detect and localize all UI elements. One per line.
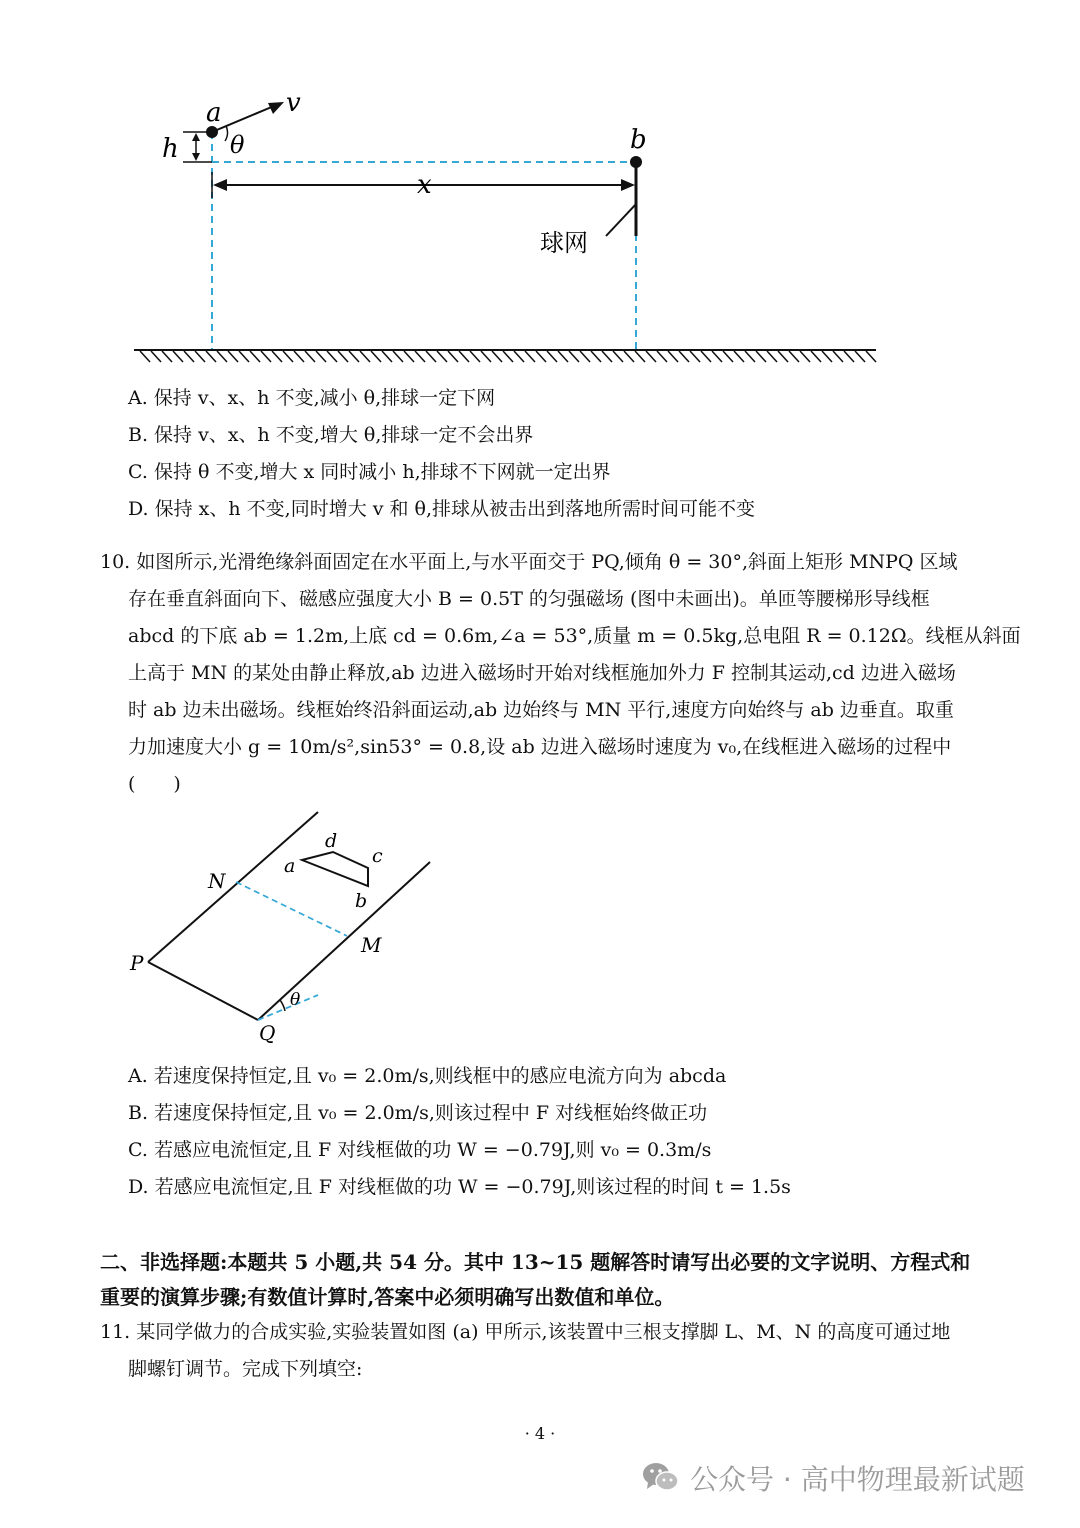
hatch-mark xyxy=(646,351,656,362)
hatch-mark xyxy=(569,351,579,362)
q10-option-b: B. 若速度保持恒定,且 v₀ = 2.0m/s,则该过程中 F 对线框始终做正功 xyxy=(128,1102,708,1124)
q11-line-2: 脚螺钉调节。完成下列填空: xyxy=(128,1358,363,1380)
h-arrow-down xyxy=(192,153,200,161)
hatch-mark xyxy=(514,351,524,362)
hatch-mark xyxy=(855,351,865,362)
label-P: P xyxy=(130,951,144,975)
hatch-mark xyxy=(558,351,568,362)
hatch-mark xyxy=(151,351,161,362)
hatch-mark xyxy=(426,351,436,362)
label-x: x xyxy=(417,170,432,200)
hatch-mark xyxy=(206,351,216,362)
hatch-mark xyxy=(250,351,260,362)
hatch-mark xyxy=(745,351,755,362)
q9-option-d: D. 保持 x、h 不变,同时增大 v 和 θ,排球从被击出到落地所需时间可能不变 xyxy=(128,498,756,520)
hatch-mark xyxy=(162,351,172,362)
page-number: · 4 · xyxy=(524,1424,556,1443)
label-M: M xyxy=(361,933,382,957)
hatch-mark xyxy=(338,351,348,362)
hatch-mark xyxy=(184,351,194,362)
hatch-mark xyxy=(690,351,700,362)
q9-option-b: B. 保持 v、x、h 不变,增大 θ,排球一定不会出界 xyxy=(128,424,534,446)
hatch-mark xyxy=(261,351,271,362)
q10-line-3: abcd 的下底 ab = 1.2m,上底 cd = 0.6m,∠a = 53°,质量 m = 0.5kg,总电阻 R = 0.12Ω。线框从斜面 xyxy=(128,625,1021,647)
label-a-frame: a xyxy=(284,855,296,877)
velocity-arrowhead xyxy=(268,102,284,114)
q10-option-a: A. 若速度保持恒定,且 v₀ = 2.0m/s,则线框中的感应电流方向为 abcda xyxy=(128,1065,727,1087)
label-theta: θ xyxy=(230,131,245,159)
section-2-heading-line-1: 二、非选择题:本题共 5 小题,共 54 分。其中 13~15 题解答时请写出必要的文字说明、方程式和 xyxy=(100,1250,971,1274)
volleyball-figure xyxy=(0,0,1080,380)
label-Q: Q xyxy=(259,1021,276,1045)
x-arrow-right xyxy=(621,179,635,191)
label-d-frame: d xyxy=(325,830,338,852)
hatch-mark xyxy=(778,351,788,362)
hatch-mark xyxy=(811,351,821,362)
hatch-mark xyxy=(756,351,766,362)
hatch-mark xyxy=(734,351,744,362)
hatch-mark xyxy=(316,351,326,362)
ground-hatching xyxy=(140,351,876,362)
hatch-mark xyxy=(294,351,304,362)
hatch-mark xyxy=(393,351,403,362)
hatch-mark xyxy=(492,351,502,362)
theta-arc-incline xyxy=(280,1000,285,1011)
hatch-mark xyxy=(789,351,799,362)
hatch-mark xyxy=(239,351,249,362)
hatch-mark xyxy=(525,351,535,362)
hatch-mark xyxy=(613,351,623,362)
hatch-mark xyxy=(657,351,667,362)
q11-line-1: 11. 某同学做力的合成实验,实验装置如图 (a) 甲所示,该装置中三根支撑脚 L、M、N 的高度可通过地 xyxy=(100,1321,951,1343)
label-N: N xyxy=(208,869,226,893)
hatch-mark xyxy=(305,351,315,362)
q10-line-2: 存在垂直斜面向下、磁感应强度大小 B = 0.5T 的匀强磁场 (图中未画出)。单匝等腰梯形导线框 xyxy=(128,588,930,610)
incline-edge-pq xyxy=(148,962,258,1020)
q10-line-6: 力加速度大小 g = 10m/s²,sin53° = 0.8,设 ab 边进入磁场时速度为 v₀,在线框进入磁场的过程中 xyxy=(128,736,952,758)
wechat-icon xyxy=(642,1461,680,1495)
hatch-mark xyxy=(767,351,777,362)
hatch-mark xyxy=(701,351,711,362)
incline-edge-qm xyxy=(258,862,430,1020)
hatch-mark xyxy=(228,351,238,362)
q9-option-a: A. 保持 v、x、h 不变,减小 θ,排球一定下网 xyxy=(128,387,496,409)
q10-option-c: C. 若感应电流恒定,且 F 对线框做的功 W = −0.79J,则 v₀ = 0.3m/s xyxy=(128,1139,712,1161)
hatch-mark xyxy=(800,351,810,362)
hatch-mark xyxy=(844,351,854,362)
hatch-mark xyxy=(679,351,689,362)
hatch-mark xyxy=(371,351,381,362)
watermark xyxy=(642,1456,1025,1500)
hatch-mark xyxy=(481,351,491,362)
hatch-mark xyxy=(866,351,876,362)
hatch-mark xyxy=(536,351,546,362)
hatch-mark xyxy=(415,351,425,362)
hatch-mark xyxy=(459,351,469,362)
horizontal-reference-dashed xyxy=(258,995,318,1020)
label-v: v xyxy=(286,88,301,118)
section-2-heading-line-2: 重要的演算步骤;有数值计算时,答案中必须明确写出数值和单位。 xyxy=(100,1285,675,1309)
hatch-mark xyxy=(437,351,447,362)
x-arrow-left xyxy=(213,179,227,191)
q10-option-d: D. 若感应电流恒定,且 F 对线框做的功 W = −0.79J,则该过程的时间 t = 1.5s xyxy=(128,1176,791,1198)
hatch-mark xyxy=(217,351,227,362)
hatch-mark xyxy=(382,351,392,362)
q10-line-5: 时 ab 边未出磁场。线框始终沿斜面运动,ab 边始终与 MN 平行,速度方向始终与 ab 边垂直。取重 xyxy=(128,699,954,721)
hatch-mark xyxy=(448,351,458,362)
hatch-mark xyxy=(470,351,480,362)
hatch-mark xyxy=(580,351,590,362)
q10-line-4: 上高于 MN 的某处由静止释放,ab 边进入磁场时开始对线框施加外力 F 控制其运动,cd 边进入磁场 xyxy=(128,662,956,684)
q10-line-1: 10. 如图所示,光滑绝缘斜面固定在水平面上,与水平面交于 PQ,倾角 θ = 30°,斜面上矩形 MNPQ 区域 xyxy=(100,551,958,573)
label-b: b xyxy=(630,125,647,155)
label-h: h xyxy=(162,134,179,164)
label-a: a xyxy=(206,98,222,128)
hatch-mark xyxy=(833,351,843,362)
h-arrow-up xyxy=(192,133,200,141)
hatch-mark xyxy=(547,351,557,362)
hatch-mark xyxy=(668,351,678,362)
label-net: 球网 xyxy=(540,229,588,257)
hatch-mark xyxy=(173,351,183,362)
hatch-mark xyxy=(327,351,337,362)
hatch-mark xyxy=(822,351,832,362)
label-theta-incline: θ xyxy=(290,990,301,1010)
hatch-mark xyxy=(723,351,733,362)
hatch-mark xyxy=(283,351,293,362)
hatch-mark xyxy=(360,351,370,362)
theta-arc xyxy=(225,126,228,141)
hatch-mark xyxy=(624,351,634,362)
hatch-mark xyxy=(602,351,612,362)
q10-answer-blank: ( ) xyxy=(128,773,181,795)
label-b-frame: b xyxy=(355,890,368,912)
hatch-mark xyxy=(591,351,601,362)
watermark-text: 公众号 · 高中物理最新试题 xyxy=(690,1463,1025,1496)
hatch-mark xyxy=(272,351,282,362)
q9-option-c: C. 保持 θ 不变,增大 x 同时减小 h,排球不下网就一定出界 xyxy=(128,461,611,483)
hatch-mark xyxy=(635,351,645,362)
hatch-mark xyxy=(404,351,414,362)
hatch-mark xyxy=(140,351,150,362)
boundary-mn-dashed xyxy=(236,882,347,936)
hatch-mark xyxy=(503,351,513,362)
net-label-leader xyxy=(606,204,636,236)
incline-figure xyxy=(0,800,1080,1050)
hatch-mark xyxy=(195,351,205,362)
label-c-frame: c xyxy=(372,845,383,867)
incline-edge-pn xyxy=(148,812,318,962)
hatch-mark xyxy=(349,351,359,362)
trapezoid-frame-abcd xyxy=(302,852,368,886)
hatch-mark xyxy=(712,351,722,362)
